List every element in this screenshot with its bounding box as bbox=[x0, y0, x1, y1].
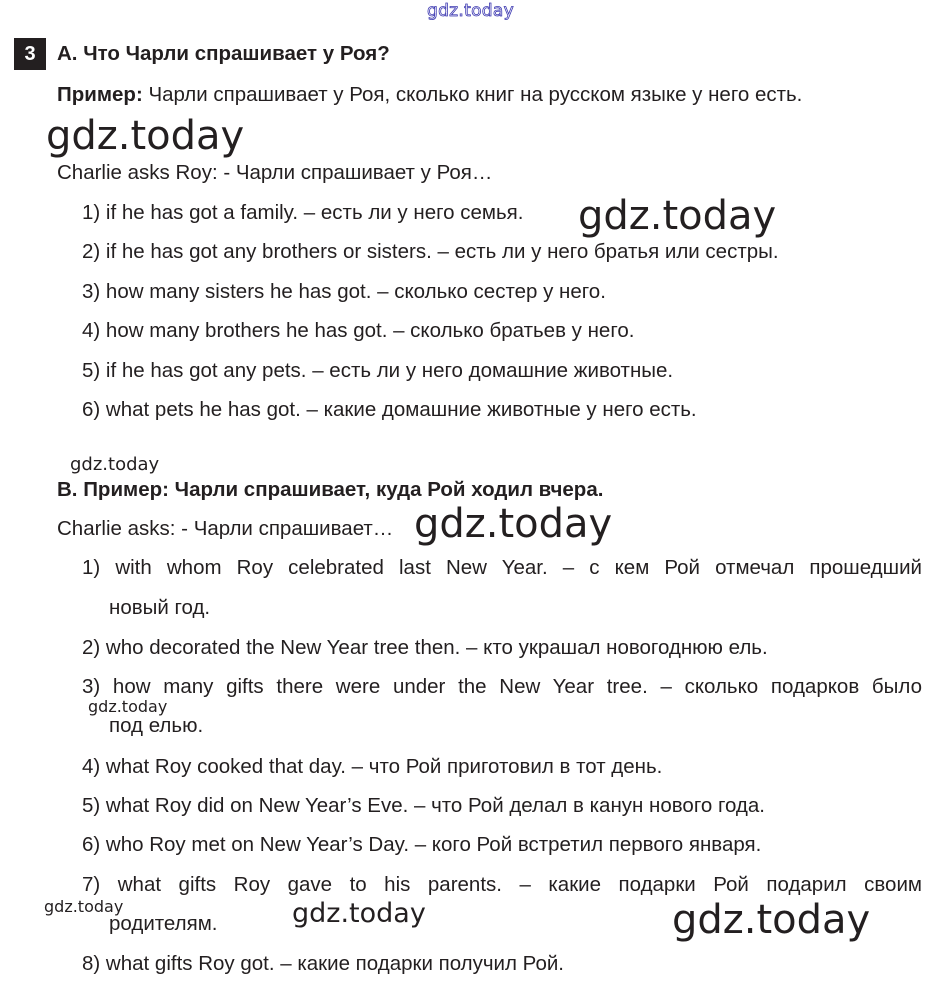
watermark-text: gdz.today bbox=[46, 113, 245, 159]
part-b-intro: Charlie asks: - Чарли спрашивает… bbox=[57, 517, 394, 540]
part-b-item-line: 3) how many gifts there were under the New Year tree. – сколько подарков было bbox=[82, 675, 922, 698]
part-b-item-continuation: родителям. bbox=[109, 912, 218, 935]
header-watermark: gdz.today bbox=[427, 1, 514, 21]
part-a-item: 6) what pets he has got. – какие домашние животные у него есть. bbox=[82, 398, 697, 421]
part-a-heading: A. Что Чарли спрашивает у Роя? bbox=[57, 42, 390, 65]
part-a-item: 4) how many brothers he has got. – сколько братьев у него. bbox=[82, 319, 635, 342]
exercise-number-badge: 3 bbox=[14, 38, 46, 70]
example-text: Чарли спрашивает у Роя, сколько книг на русском языке у него есть. bbox=[148, 83, 803, 106]
part-b-item-line: 4) what Roy cooked that day. – что Рой приготовил в тот день. bbox=[82, 755, 663, 778]
watermark-text: gdz.today bbox=[672, 897, 871, 943]
part-b-item-line: 2) who decorated the New Year tree then. – кто украшал новогоднюю ель. bbox=[82, 636, 768, 659]
part-b-item-line: 8) what gifts Roy got. – какие подарки получил Рой. bbox=[82, 952, 564, 975]
part-b-item-line: 6) who Roy met on New Year’s Day. – кого Рой встретил первого января. bbox=[82, 833, 762, 856]
part-a-intro: Charlie asks Roy: - Чарли спрашивает у Роя… bbox=[57, 161, 493, 184]
part-b-item-line: 1) with whom Roy celebrated last New Year. – с кем Рой отмечал прошедший bbox=[82, 556, 922, 579]
watermark-text: gdz.today bbox=[414, 501, 613, 547]
part-b-heading: B. Пример: Чарли спрашивает, куда Рой ходил вчера. bbox=[57, 478, 604, 501]
part-a-item: 2) if he has got any brothers or sisters. – есть ли у него братья или сестры. bbox=[82, 240, 779, 263]
watermark-text: gdz.today bbox=[292, 898, 426, 929]
watermark-text: gdz.today bbox=[44, 897, 124, 916]
part-b-item-line: 5) what Roy did on New Year’s Eve. – что Рой делал в канун нового года. bbox=[82, 794, 765, 817]
watermark-text: gdz.today bbox=[578, 193, 777, 239]
part-b-item-continuation: под елью. bbox=[109, 714, 204, 737]
watermark-text: gdz.today bbox=[70, 454, 160, 475]
part-a-example bbox=[57, 83, 802, 107]
part-b-item-line: 7) what gifts Roy gave to his parents. – какие подарки Рой подарил своим bbox=[82, 873, 922, 896]
watermark-text: gdz.today bbox=[88, 697, 168, 716]
part-a-item: 1) if he has got a family. – есть ли у него семья. bbox=[82, 201, 524, 224]
part-a-item: 3) how many sisters he has got. – сколько сестер у него. bbox=[82, 280, 606, 303]
part-b-item-continuation: новый год. bbox=[109, 596, 211, 619]
part-a-item: 5) if he has got any pets. – есть ли у него домашние животные. bbox=[82, 359, 674, 382]
example-label: Пример: bbox=[57, 83, 143, 106]
